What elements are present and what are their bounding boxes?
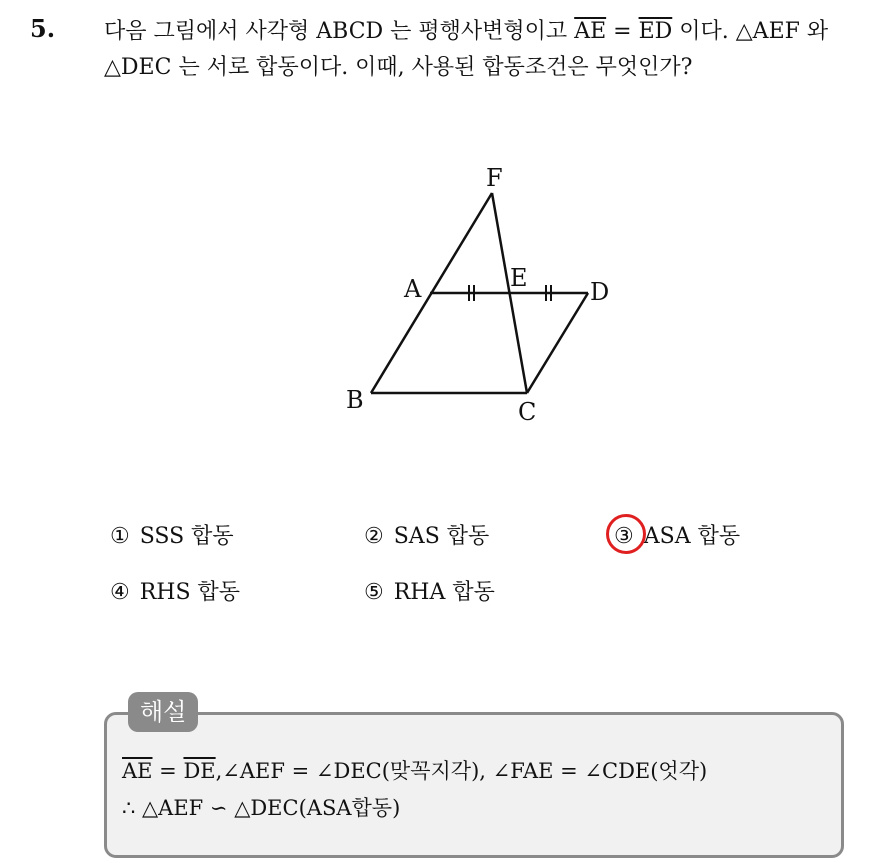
choice-1[interactable] — [110, 522, 234, 552]
choice-mark: ④ — [110, 580, 130, 605]
segment-ed: $\overline{ED}$ — [638, 19, 673, 44]
segment-ae: $\overline{AE}$ — [122, 759, 153, 783]
choice-text: ASA 합동 — [643, 524, 741, 549]
question-line1-part2: 이다. — [672, 19, 729, 44]
choice-2[interactable] — [364, 522, 489, 552]
label-f: F — [486, 164, 503, 192]
choice-4[interactable] — [110, 578, 240, 608]
choice-text: RHS 합동 — [139, 580, 241, 605]
solution-box — [104, 712, 844, 858]
solution-line-1 — [122, 755, 707, 785]
solution-line-2: ∴ △AEF ∽ △DEC(ASA합동) — [122, 796, 401, 820]
equals-sign: = — [606, 19, 639, 44]
choice-mark: ③ — [614, 524, 634, 549]
label-a: A — [404, 275, 422, 303]
answer-circle-mark — [606, 514, 646, 554]
label-b: B — [346, 386, 364, 414]
solution-tab: 해설 — [128, 692, 198, 732]
segment-dc — [527, 293, 588, 393]
segment-ae: $\overline{AE}$ — [574, 19, 607, 44]
label-c: C — [518, 398, 537, 426]
equals-sign: = — [152, 759, 184, 783]
choice-text: SSS 합동 — [139, 524, 234, 549]
question-number: 5. — [30, 14, 56, 43]
label-d: D — [590, 278, 610, 306]
label-e: E — [510, 264, 528, 292]
solution-line-1-rest: ,∠AEF = ∠DEC(맞꼭지각), ∠FAE = ∠CDE(엇각) — [215, 759, 708, 783]
choice-5[interactable] — [364, 578, 495, 608]
choice-mark: ⑤ — [364, 580, 384, 605]
question-line1-part1: 다음 그림에서 사각형 ABCD 는 평행사변형이고 — [104, 19, 575, 44]
choice-text: SAS 합동 — [393, 524, 490, 549]
question-line2: △AEF 와 △DEC 는 서로 합동이다. 이때, 사용된 합동조건은 무엇인가? — [104, 19, 829, 80]
choice-text: RHA 합동 — [393, 580, 495, 605]
choice-mark: ② — [364, 524, 384, 549]
choice-mark: ① — [110, 524, 130, 549]
segment-de: $\overline{DE}$ — [183, 759, 216, 783]
